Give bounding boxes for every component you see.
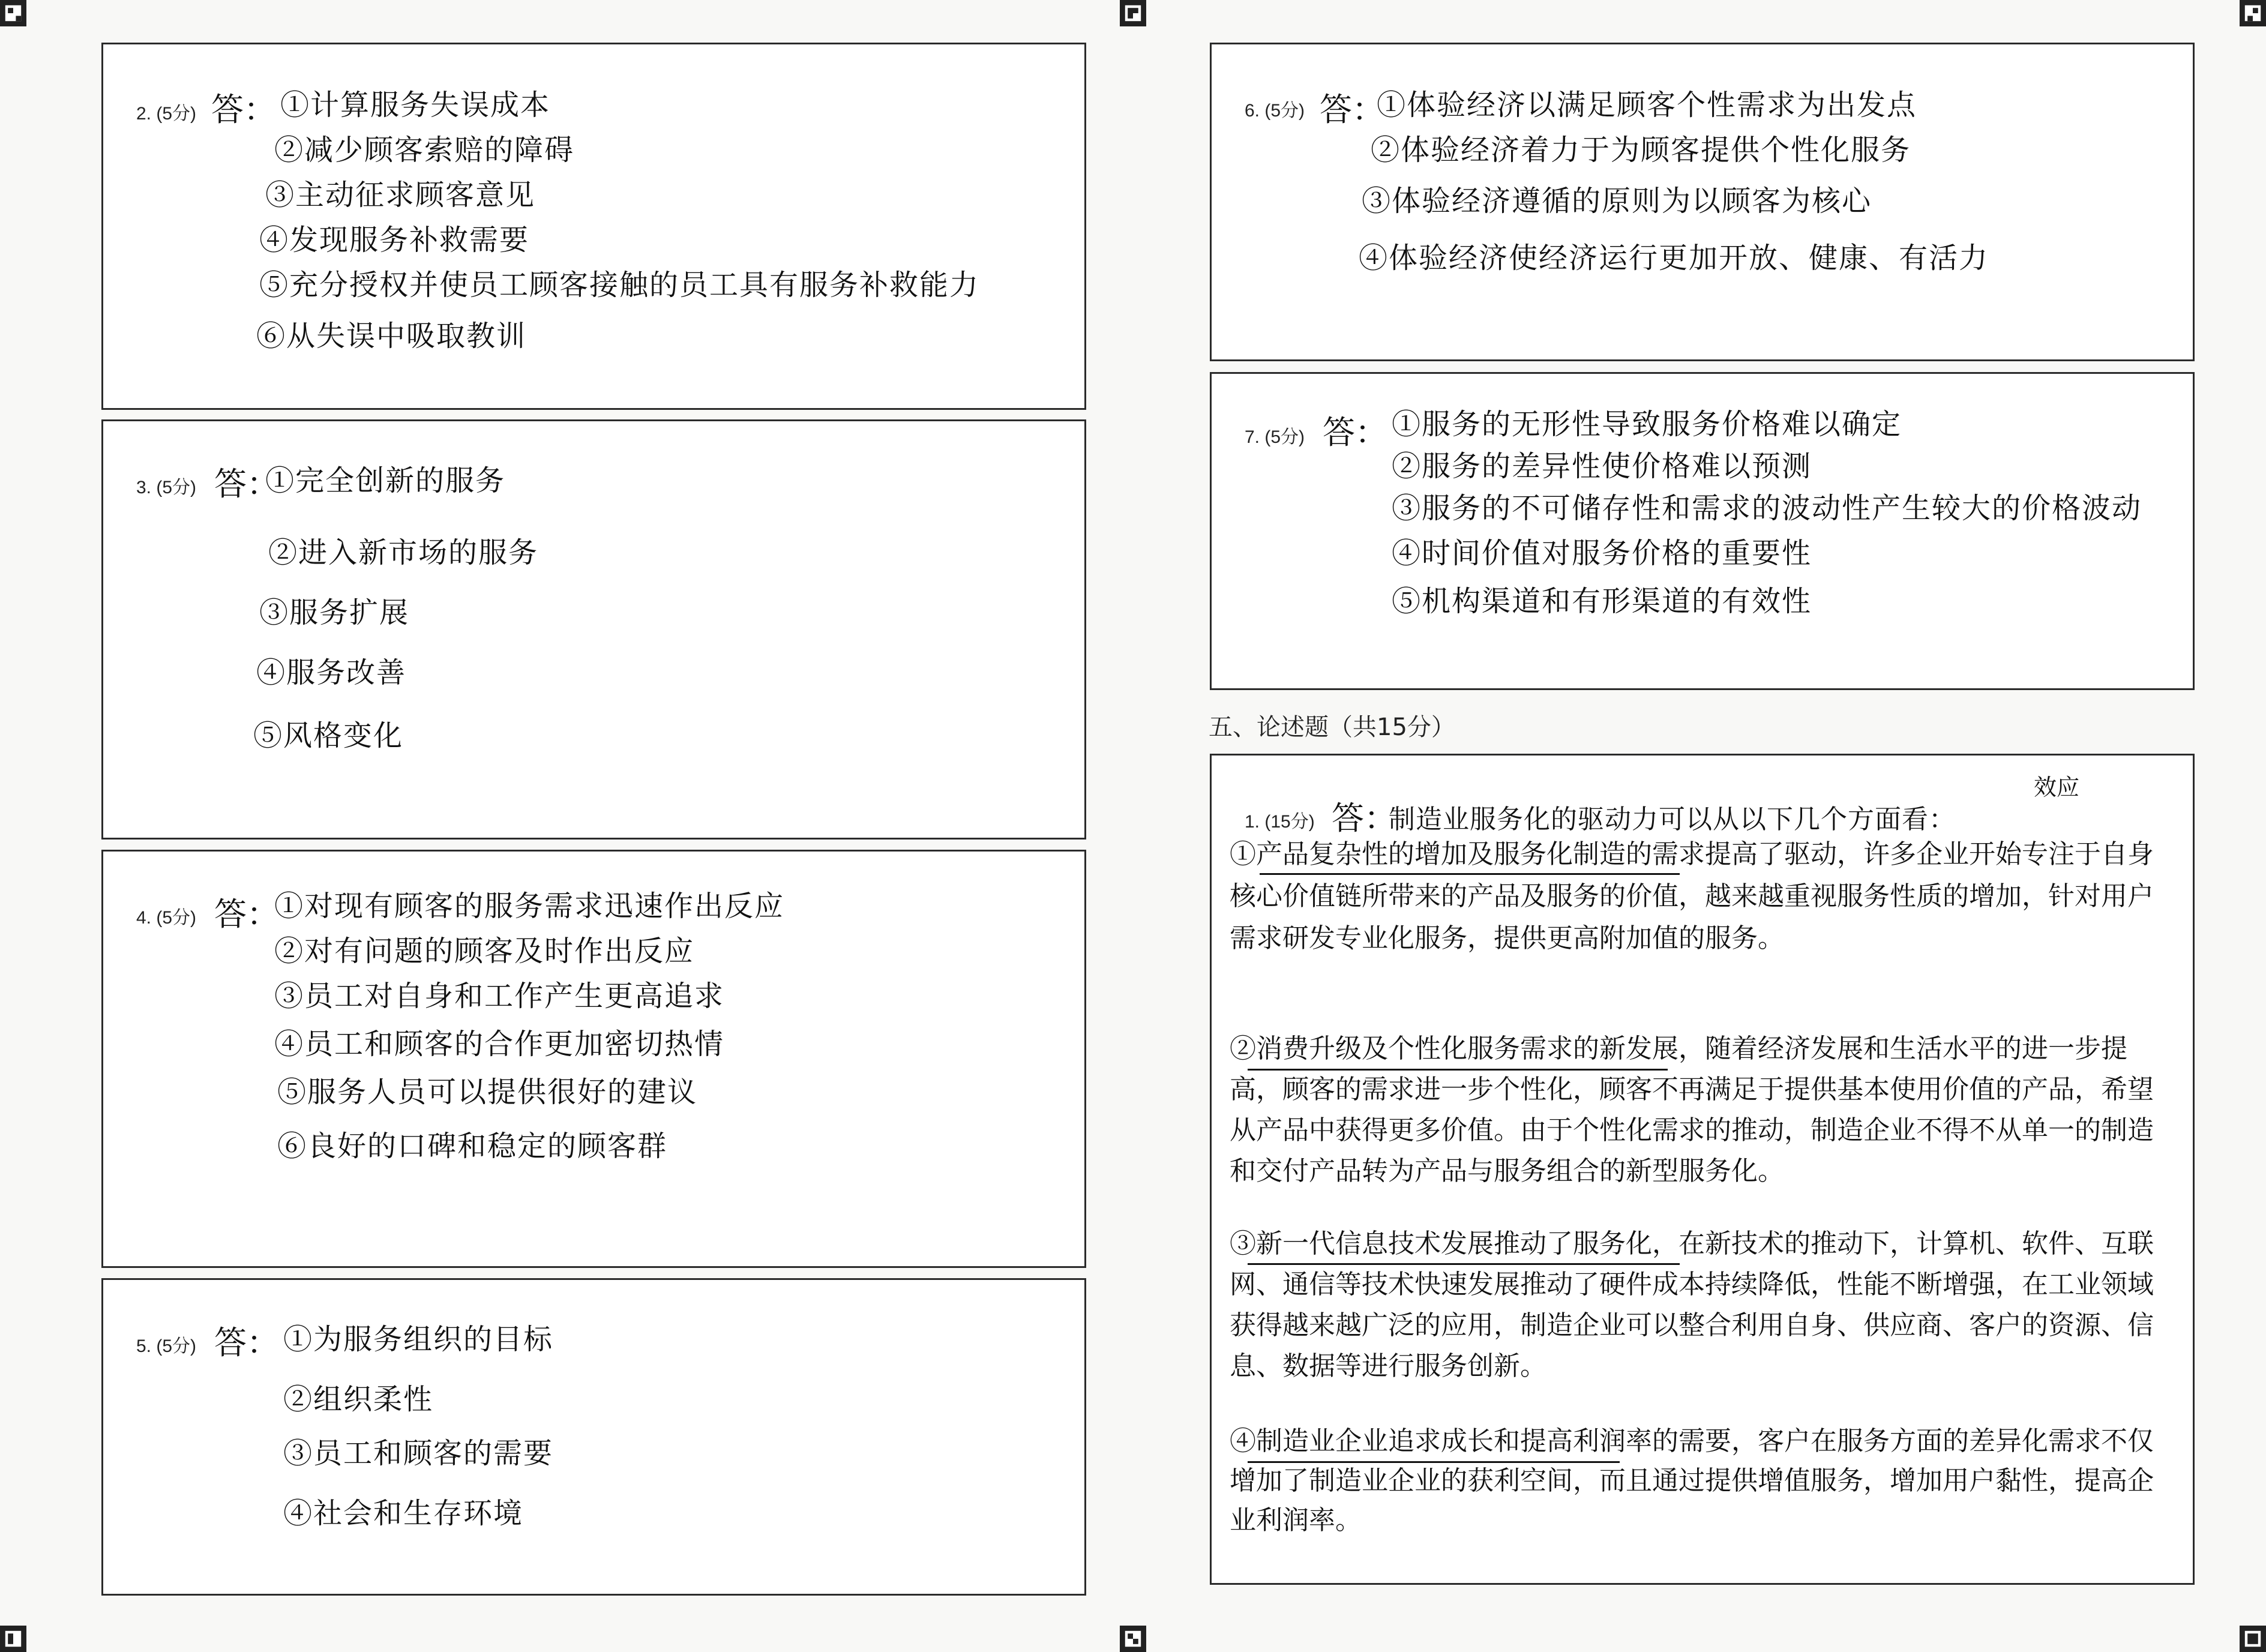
underline-stroke: [1248, 1069, 1668, 1071]
answer-label: 答：: [214, 465, 279, 503]
essay-answer-box: [1210, 754, 2195, 1585]
answer-line: ④体验经济使经济运行更加开放、健康、有活力: [1359, 241, 1989, 275]
underline-stroke: [1248, 1263, 1680, 1265]
essay-paragraph: ③新一代信息技术发展推动了服务化，在新技术的推动下，计算机、软件、互联网、通信等技术快速发展推动了硬件成本持续降低，性能不断增强，在工业领域获得越来越广泛的应用，制造企业可以整合利用自身、供应商、客户的资源、信息、数据等进行服务创新。: [1230, 1228, 2154, 1381]
question-number: 5. (5分): [136, 1336, 197, 1356]
answer-box-q2: [101, 43, 1086, 410]
corner-marker-top-center: [1120, 0, 1146, 26]
answer-line: ①为服务组织的目标: [283, 1323, 554, 1356]
answer-label: 答：: [214, 1324, 279, 1362]
corner-marker-bottom-center: [1120, 1626, 1146, 1652]
answer-line: ③体验经济遵循的原则为以顾客为核心: [1362, 184, 1872, 218]
section-title: 五、论述题（共15分）: [1209, 713, 1455, 741]
answer-line: ②服务的差异性使价格难以预测: [1392, 449, 1812, 483]
margin-note: 效应: [2034, 774, 2080, 800]
essay-intro: 制造业服务化的驱动力可以从以下几个方面看：: [1389, 804, 1956, 835]
answer-line: ⑤机构渠道和有形渠道的有效性: [1392, 584, 1812, 618]
answer-line: ①完全创新的服务: [265, 464, 506, 497]
answer-line: ⑤服务人员可以提供很好的建议: [277, 1075, 698, 1109]
underline-stroke: [1260, 873, 1680, 875]
answer-line: ③主动征求顾客意见: [265, 178, 536, 212]
answer-label: 答：: [1320, 91, 1384, 128]
answer-line: ①计算服务失误成本: [280, 88, 551, 122]
answer-box-q6: [1210, 43, 2195, 361]
answer-label: 答：: [1332, 799, 1396, 837]
answer-line: ③员工对自身和工作产生更高追求: [274, 979, 725, 1013]
answer-box-q5: [101, 1278, 1086, 1596]
answer-line: ③员工和顾客的需要: [283, 1437, 554, 1470]
answer-line: ②对有问题的顾客及时作出反应: [274, 934, 695, 968]
question-number: 7. (5分): [1245, 427, 1305, 447]
question-number: 2. (5分): [136, 104, 197, 124]
answer-line: ⑤风格变化: [253, 719, 404, 752]
answer-box-q3: [101, 419, 1086, 840]
answer-line: ③服务的不可储存性和需求的波动性产生较大的价格波动: [1392, 491, 2142, 525]
corner-marker-top-right: [2240, 0, 2266, 26]
answer-box-q7: [1210, 372, 2195, 690]
answer-line: ④时间价值对服务价格的重要性: [1392, 536, 1812, 570]
answer-line: ①服务的无形性导致服务价格难以确定: [1392, 407, 1902, 441]
answer-line: ⑤充分授权并使员工顾客接触的员工具有服务补救能力: [259, 268, 980, 302]
question-number: 1. (15分): [1245, 812, 1315, 832]
answer-line: ④服务改善: [256, 656, 407, 689]
essay-paragraph: ②消费升级及个性化服务需求的新发展，随着经济发展和生活水平的进一步提高，顾客的需求进一步个性化，顾客不再满足于提供基本使用价值的产品，希望从产品中获得更多价值。由于个性化需求的推动，制造企业不得不从单一的制造和交付产品转为产品与服务组合的新型服务化。: [1230, 1033, 2154, 1186]
corner-marker-top-left: [0, 0, 26, 26]
answer-line: ④社会和生存环境: [283, 1497, 524, 1530]
answer-box-q4: [101, 850, 1086, 1268]
answer-label: 答：: [214, 895, 279, 933]
answer-line: ④员工和顾客的合作更加密切热情: [274, 1027, 725, 1061]
answer-line: ①对现有顾客的服务需求迅速作出反应: [274, 889, 785, 923]
answer-label: 答：: [211, 91, 276, 128]
essay-paragraph: ④制造业企业追求成长和提高利润率的需要，客户在服务方面的差异化需求不仅增加了制造业企业的获利空间，而且通过提供增值服务，增加用户黏性，提高企业利润率。: [1230, 1426, 2154, 1536]
corner-marker-bottom-left: [0, 1626, 26, 1652]
underline-stroke: [1248, 1461, 1620, 1463]
answer-line: ①体验经济以满足顾客个性需求为出发点: [1377, 88, 1917, 122]
answer-line: ②减少顾客索赔的障碍: [274, 133, 575, 167]
answer-line: ⑥良好的口碑和稳定的顾客群: [277, 1129, 668, 1163]
answer-line: ②组织柔性: [283, 1383, 434, 1416]
answer-line: ⑥从失误中吸取教训: [256, 319, 527, 353]
answer-line: ③服务扩展: [259, 596, 410, 629]
question-number: 3. (5分): [136, 478, 197, 497]
essay-paragraph: ①产品复杂性的增加及服务化制造的需求提高了驱动，许多企业开始专注于自身核心价值链所带来的产品及服务的价值，越来越重视服务性质的增加，针对用户需求研发专业化服务，提供更高附加值的服务。: [1230, 839, 2154, 954]
answer-label: 答：: [1323, 413, 1387, 451]
answer-line: ④发现服务补救需要: [259, 223, 530, 257]
answer-line: ②进入新市场的服务: [268, 536, 539, 569]
answer-line: ②体验经济着力于为顾客提供个性化服务: [1371, 133, 1911, 167]
question-number: 6. (5分): [1245, 101, 1305, 121]
corner-marker-bottom-right: [2240, 1626, 2266, 1652]
question-number: 4. (5分): [136, 908, 197, 928]
